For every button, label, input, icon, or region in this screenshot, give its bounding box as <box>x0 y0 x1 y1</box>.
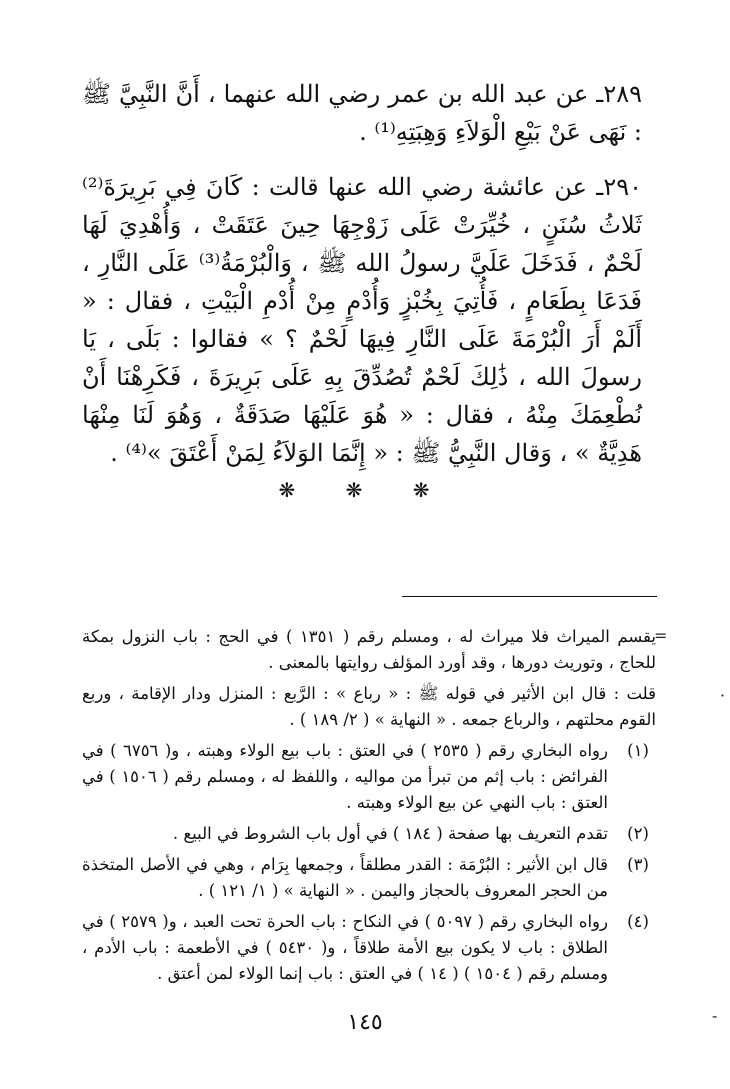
footnotes <box>82 624 660 992</box>
hadith-289-text: ٢٨٩ـ عن عبد الله بن عمر رضي الله عنهما ، أَنَّ النَّبِيَّ ﷺ : نَهَى عَنْ بَيْعِ الْوَلاَءِ وَهِبَتِهِ⁽¹⁾ . <box>82 80 642 146</box>
footnote-number: (١) <box>627 741 649 760</box>
footnote-divider <box>402 596 657 597</box>
footnote-note <box>82 681 660 733</box>
note-marker: · <box>720 686 726 705</box>
footnote-2 <box>82 821 660 847</box>
footnote-1 <box>82 738 660 816</box>
footnote-text: رواه البخاري رقم ( ٥٠٩٧ ) في النكاح : باب الحرة تحت العبد ، و( ٢٥٧٩ ) في الطلاق : باب لا يكون بيع الأمة طلاقاً ، و( ٥٤٣٠ ) في الأطعمة : باب الأدم ، ومسلم رقم ( ١٥٠٤ ) ( ١٤ ) في العتق : باب إنما الولاء لمن أعتق . <box>82 912 608 983</box>
footnote-text: قال ابن الأثير : البُرْمَة : القدر مطلقاً ، وجمعها بِرَام ، وهي في الأصل المتخذة من الحجر المعروف بالحجاز واليمن . « النهاية » ( ١/ ١٢١ ) . <box>82 855 608 900</box>
page-number: ١٤٥ <box>347 1010 383 1035</box>
footnote-text: تقدم التعريف بها صفحة ( ١٨٤ ) في أول باب الشروط في البيع . <box>172 824 608 843</box>
footnote-text: قلت : قال ابن الأثير في قوله ﷺ : « رباع » : الرَّبع : المنزل ودار الإقامة ، وربع القوم محلتهم ، والرباع جمعه . « النهاية » ( ٢/ ١٨٩ ) . <box>82 684 656 729</box>
footnote-number: (٤) <box>627 912 649 931</box>
footnote-number: (٣) <box>627 855 649 874</box>
footnote-4 <box>82 909 660 987</box>
footnote-3 <box>82 852 660 904</box>
footnote-continuation <box>82 624 660 676</box>
hadith-289 <box>82 75 642 151</box>
margin-mark: - <box>712 1006 718 1025</box>
section-separator: ❋ ❋ ❋ <box>278 478 452 502</box>
continuation-marker: = <box>654 626 668 645</box>
footnote-number: (٢) <box>627 824 649 843</box>
footnote-text: يقسم الميراث فلا ميراث له ، ومسلم رقم ( ١٣٥١ ) في الحج : باب النزول بمكة للحاج ، وتوريث دورها ، وقد أورد المؤلف روايتها بالمعنى . <box>82 627 656 672</box>
hadith-290-text: ٢٩٠ـ عن عائشة رضي الله عنها قالت : كَانَ فِي بَرِيرَةَ⁽²⁾ ثَلاثُ سُنَنٍ ، خُيِّرَتْ عَلَى زَوْجِهَا حِينَ عَتَقَتْ ، وَأُهْدِيَ لَهَا لَحْمٌ ، فَدَخَلَ عَلَيَّ رسولُ الله ﷺ ، وَالْبُرْمَةُ⁽³⁾ عَلَى النَّارِ ، فَدَعَا بِطَعَامٍ ، فَأُتِيَ بِخُبْزٍ وَأُدْمٍ مِنْ أُدْمِ الْبَيْتِ ، فقال : « أَلَمْ أَرَ الْبُرْمَةَ عَلَى النَّارِ فِيهَا لَحْمٌ ؟ » فقالوا : بَلَى ، يَا رسولَ الله ، ذَٰلِكَ لَحْمٌ تُصُدِّقَ بِهِ عَلَى بَرِيرَةَ ، فَكَرِهْنَا أَنْ نُطْعِمَكَ مِنْهُ ، فقال : « هُوَ عَلَيْهَا صَدَقَةٌ ، وَهُوَ لَنَا مِنْهَا هَدِيَّةٌ » ، وَقال النَّبِيُّ ﷺ : « إِنَّمَا الوَلاَءُ لِمَنْ أَعْتَقَ »⁽⁴⁾ . <box>82 173 642 467</box>
hadith-290 <box>82 168 642 472</box>
footnote-text: رواه البخاري رقم ( ٢٥٣٥ ) في العتق : باب بيع الولاء وهبته ، و( ٦٧٥٦ ) في الفرائض : باب إثم من تبرأ من مواليه ، واللفظ له ، ومسلم رقم ( ١٥٠٦ ) في العتق : باب النهي عن بيع الولاء وهبته . <box>82 741 608 812</box>
